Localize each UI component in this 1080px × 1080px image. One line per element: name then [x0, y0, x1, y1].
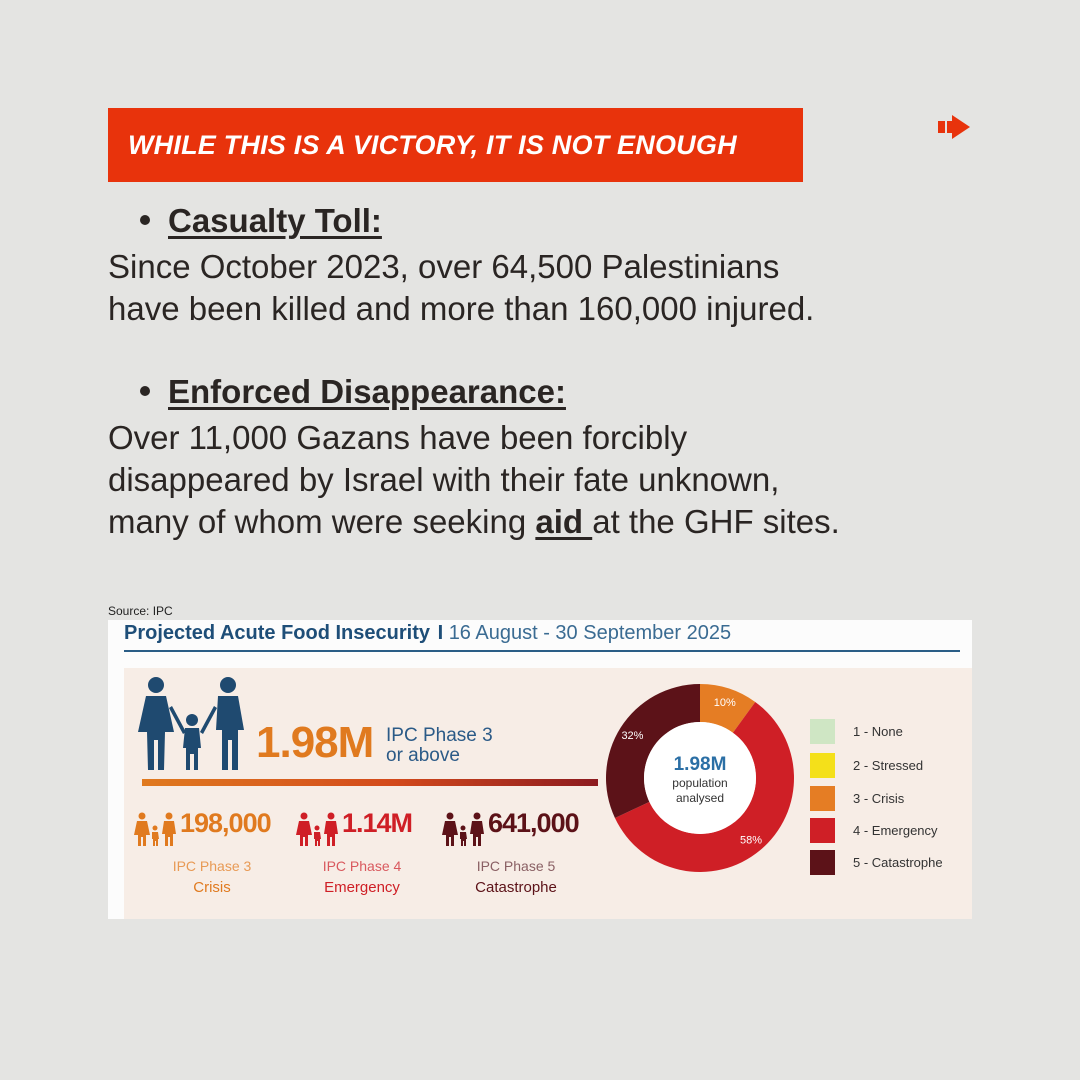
legend-swatch: [810, 818, 835, 843]
legend-label: 4 - Emergency: [853, 822, 938, 838]
casualty-line-2: have been killed and more than 160,000 injured.: [108, 290, 815, 327]
donut-label-emergency: 58%: [739, 834, 763, 847]
casualty-heading-text: Casualty Toll:: [168, 202, 382, 239]
total-label: [386, 726, 493, 766]
phase4-sub: IPC Phase 4: [322, 858, 402, 874]
casualty-paragraph: [108, 246, 1008, 330]
infographic-title: [124, 622, 731, 645]
donut-center-line-2: analysed: [675, 791, 725, 805]
line-3-pre: many of whom were seeking: [108, 503, 536, 540]
donut-label-crisis: 10%: [713, 696, 736, 709]
line-3-post: at the GHF sites.: [592, 503, 840, 540]
donut-center: [650, 754, 750, 806]
phase5-sub: IPC Phase 5: [476, 858, 556, 874]
legend-label: 2 - Stressed: [853, 757, 924, 773]
infographic-dates: 16 August - 30 September 2025: [448, 622, 732, 644]
casualty-line-1: Since October 2023, over 64,500 Palestinians: [108, 248, 780, 285]
phase4-value: 1.14M: [342, 808, 413, 838]
infographic-panel: [124, 668, 972, 919]
ipc-infographic: [108, 620, 972, 919]
family-icon-emergency: [296, 812, 340, 846]
bullet-dot: [140, 386, 150, 396]
gradient-bar: [142, 779, 598, 786]
donut-center-line-1: population: [672, 776, 728, 790]
disappearance-heading: [140, 373, 566, 411]
casualty-heading: [140, 202, 382, 240]
title-separator: I: [437, 622, 444, 644]
phase3-value: 198,000: [180, 808, 271, 838]
source-caption: Source: IPC: [108, 604, 173, 618]
family-icon-catastrophe: [442, 812, 486, 846]
disappearance-line-3: [108, 501, 1008, 543]
family-icon: [134, 676, 252, 772]
legend-label: 1 - None: [853, 723, 903, 739]
bullet-dot: [140, 215, 150, 225]
phase5-value: 641,000: [488, 808, 579, 838]
headline-text: WHILE THIS IS A VICTORY, IT IS NOT ENOUGH: [128, 129, 737, 160]
donut-label-catastrophe: 32%: [621, 730, 644, 743]
legend-swatch: [810, 753, 835, 778]
total-label-line-2: or above: [386, 745, 460, 766]
disappearance-paragraph: [108, 417, 1008, 543]
legend-swatch: [810, 850, 835, 875]
legend-item-stressed: [810, 754, 923, 776]
disappearance-line-1: Over 11,000 Gazans have been forcibly: [108, 419, 688, 456]
phase3-sub: IPC Phase 3: [172, 858, 252, 874]
total-value: 1.98M: [256, 718, 374, 767]
legend-label: 3 - Crisis: [853, 790, 905, 806]
disappearance-heading-text: Enforced Disappearance:: [168, 373, 566, 410]
legend-swatch: [810, 719, 835, 744]
donut-center-value: 1.98M: [673, 754, 727, 775]
legend-item-emergency: [810, 819, 938, 841]
phase4-name: Emergency: [324, 879, 400, 896]
family-icon-crisis: [134, 812, 178, 846]
phase5-name: Catastrophe: [475, 879, 557, 896]
phase3-name: Crisis: [193, 879, 231, 896]
aid-link[interactable]: aid: [535, 503, 593, 540]
legend-item-crisis: [810, 787, 904, 809]
arrow-right-icon[interactable]: [936, 114, 972, 140]
total-label-line-1: IPC Phase 3: [386, 725, 493, 746]
disappearance-line-2: disappeared by Israel with their fate unknown,: [108, 461, 780, 498]
infographic-title-text: Projected Acute Food Insecurity: [124, 622, 430, 644]
headline-banner: [108, 108, 803, 182]
legend-label: 5 - Catastrophe: [853, 854, 943, 870]
title-rule: [124, 650, 960, 652]
legend-item-none: [810, 720, 903, 742]
legend-item-catastrophe: [810, 851, 943, 873]
legend-swatch: [810, 786, 835, 811]
